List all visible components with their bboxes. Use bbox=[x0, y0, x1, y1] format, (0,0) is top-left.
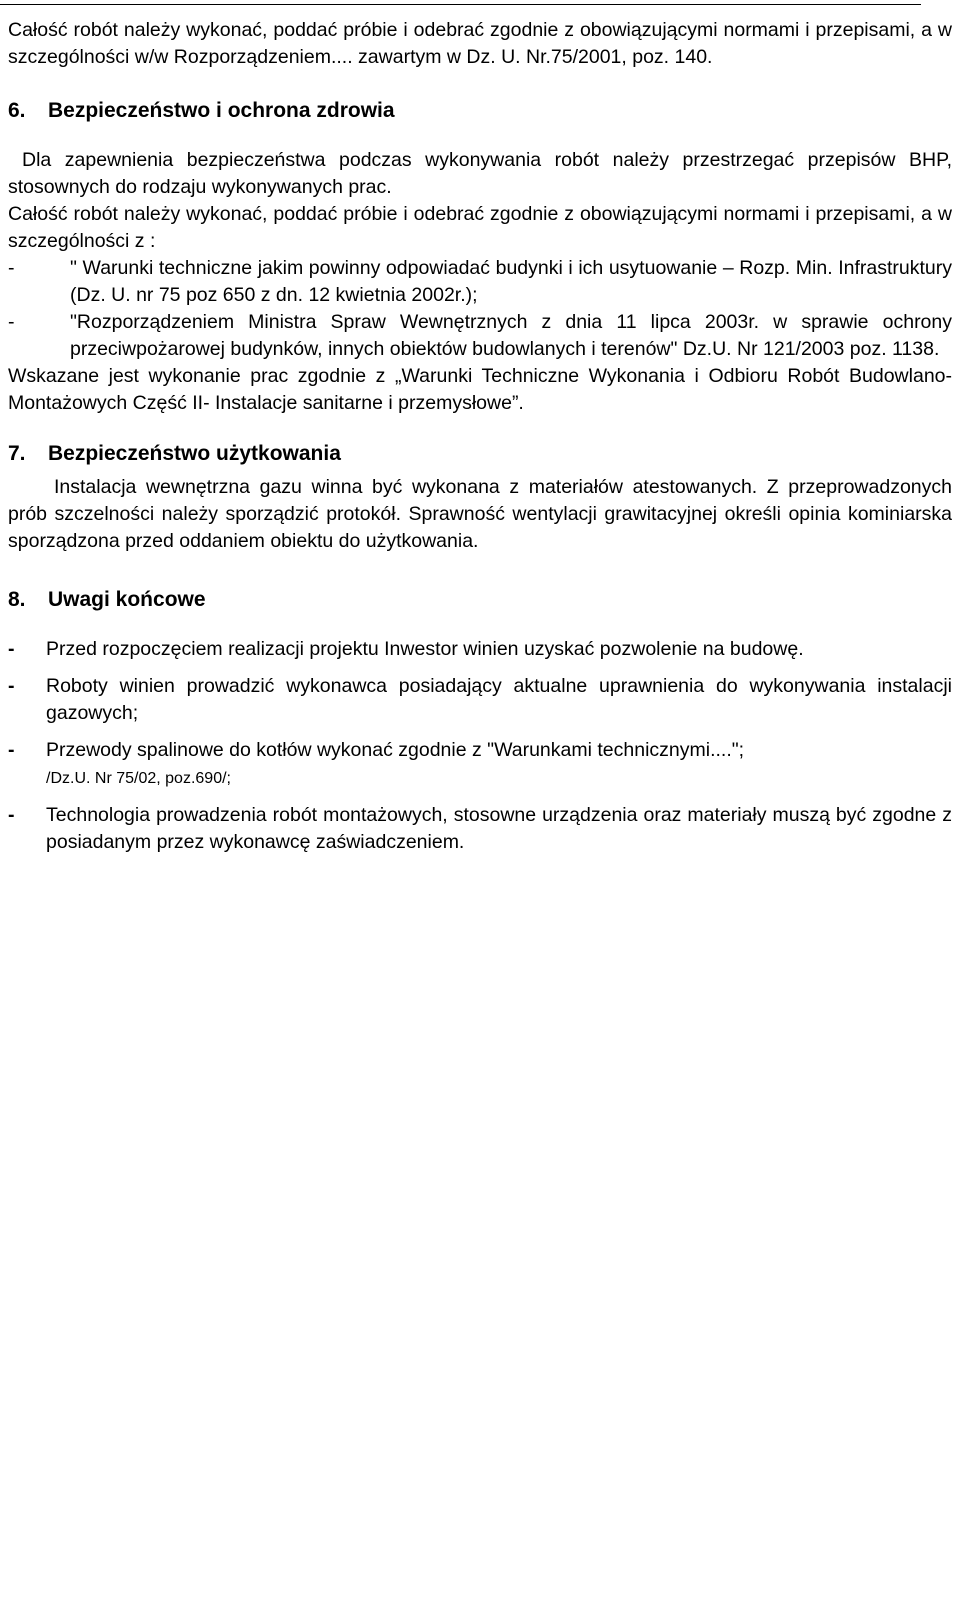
section-7-number: 7. bbox=[8, 442, 26, 465]
list-dash: - bbox=[8, 311, 15, 333]
section-6-number: 6. bbox=[8, 99, 26, 122]
list-item-text: Przewody spalinowe do kotłów wykonać zgodnie z "Warunkami technicznymi...."; bbox=[46, 739, 745, 761]
list-dash: - bbox=[8, 257, 15, 279]
list-item bbox=[8, 309, 952, 363]
section-8-list bbox=[8, 636, 952, 856]
section-6-paragraph-2: Całość robót należy wykonać, poddać próbie i odebrać zgodnie z obowiązującymi normami i przepisami, a w szczególności z : bbox=[8, 203, 952, 252]
list-item bbox=[8, 802, 952, 856]
list-item bbox=[8, 255, 952, 309]
document-page bbox=[8, 17, 952, 866]
list-item-text: " Warunki techniczne jakim powinny odpowiadać budynki i ich usytuowanie – Rozp. Min. Infrastruktury (Dz. U. nr 75 poz 650 z dn. 12 kwietnia 2002r.); bbox=[70, 257, 952, 306]
section-8-heading bbox=[8, 586, 952, 613]
list-item bbox=[8, 636, 952, 663]
list-item-text: Przed rozpoczęciem realizacji projektu Inwestor winien uzyskać pozwolenie na budowę. bbox=[46, 638, 804, 660]
section-6-title: Bezpieczeństwo i ochrona zdrowia bbox=[48, 99, 395, 122]
section-6-heading bbox=[8, 97, 952, 124]
section-6-reference-list bbox=[8, 255, 952, 363]
list-item-text: "Rozporządzeniem Ministra Spraw Wewnętrznych z dnia 11 lipca 2003r. w sprawie ochrony przeciwpożarowej budynków, innych obiektów budowlanych i terenów" Dz.U. Nr 121/2003 poz. 1138. bbox=[70, 311, 952, 360]
list-item-text: Roboty winien prowadzić wykonawca posiadający aktualne uprawnienia do wykonywania instalacji gazowych; bbox=[46, 675, 952, 724]
list-item bbox=[8, 737, 952, 792]
section-8-number: 8. bbox=[8, 588, 26, 611]
intro-paragraph: Całość robót należy wykonać, poddać próbie i odebrać zgodnie z obowiązującymi normami i przepisami, a w szczególności w/w Rozporządzeniem.... zawartym w Dz. U. Nr.75/2001, poz. 140. bbox=[8, 19, 952, 68]
list-dash: - bbox=[8, 739, 15, 761]
list-dash: - bbox=[8, 804, 15, 826]
list-dash: - bbox=[8, 638, 15, 660]
list-dash: - bbox=[8, 675, 15, 697]
list-item-text: Technologia prowadzenia robót montażowych, stosowne urządzenia oraz materiały muszą być zgodne z posiadanym przez wykonawcę zaświadczeniem. bbox=[46, 804, 952, 853]
section-7-paragraph: Instalacja wewnętrzna gazu winna być wykonana z materiałów atestowanych. Z przeprowadzonych prób szczelności należy sporządzić protokół. Sprawność wentylacji grawitacyjnej określi opinia kominiarska sporządzona przed oddaniem obiektu do użytkowania. bbox=[8, 476, 952, 552]
list-item-note: /Dz.U. Nr 75/02, poz.690/; bbox=[46, 770, 231, 787]
section-6-paragraph-1: Dla zapewnienia bezpieczeństwa podczas wykonywania robót należy przestrzegać przepisów BHP, stosownych do rodzaju wykonywanych prac. bbox=[8, 149, 952, 198]
list-item bbox=[8, 673, 952, 727]
section-7-title: Bezpieczeństwo użytkowania bbox=[48, 442, 341, 465]
top-rule bbox=[0, 4, 921, 5]
section-6-paragraph-3: Wskazane jest wykonanie prac zgodnie z „Warunki Techniczne Wykonania i Odbioru Robót Budowlano-Montażowych Część II- Instalacje sanitarne i przemysłowe”. bbox=[8, 365, 952, 414]
section-8-title: Uwagi końcowe bbox=[48, 588, 206, 611]
section-7-heading bbox=[8, 440, 952, 467]
